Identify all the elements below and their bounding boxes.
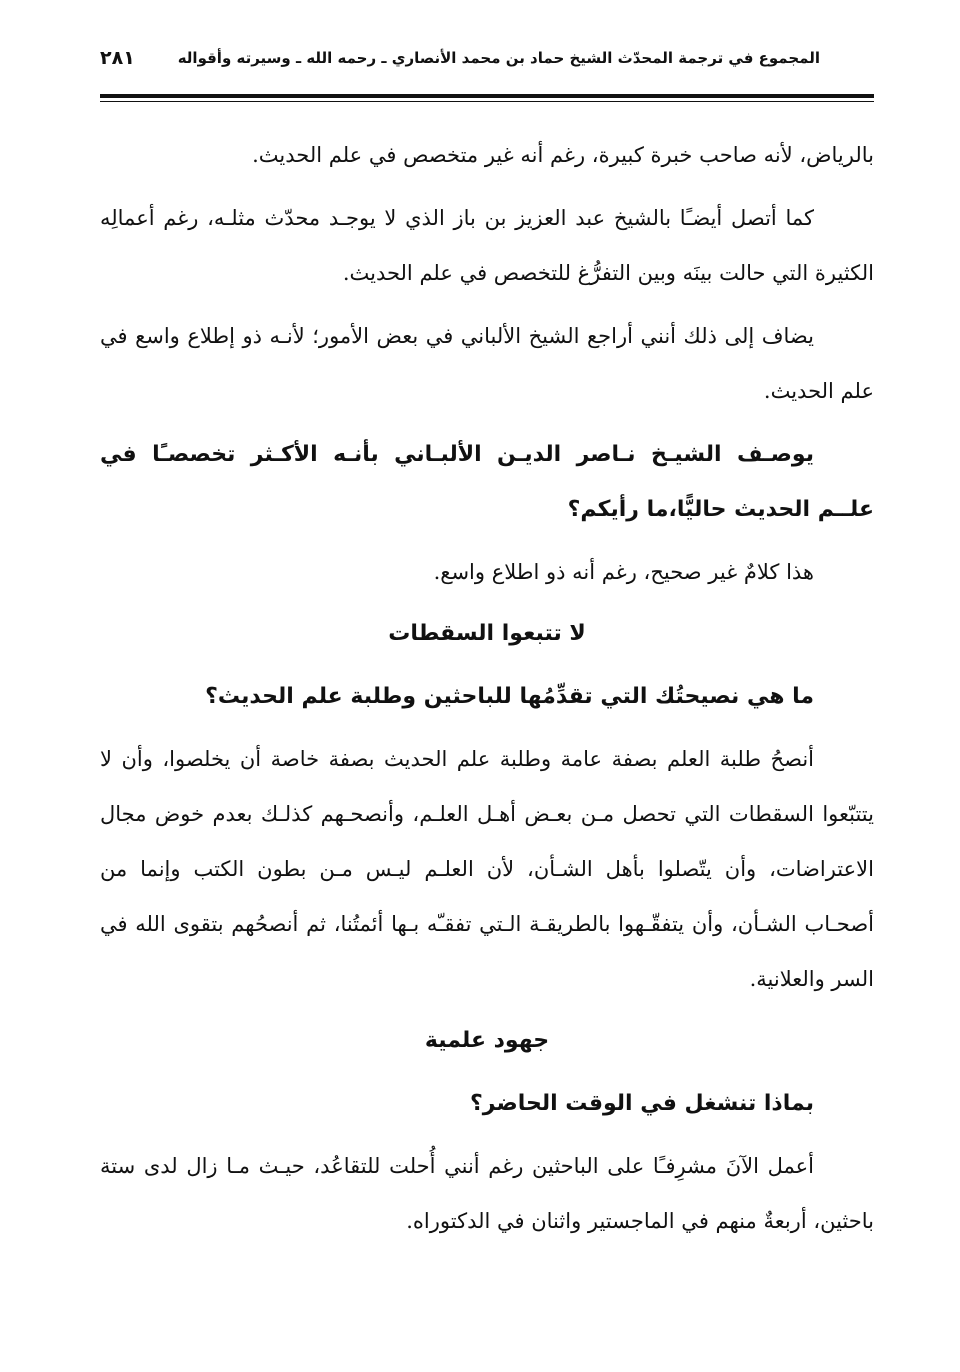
paragraph-continuation: بالرياض، لأنه صاحب خبرة كبيرة، رغم أنه غير متخصص في علم الحديث. — [252, 143, 874, 167]
running-title: المجموع في ترجمة المحدّث الشيخ حماد بن محمد الأنصاري ـ رحمه الله ـ وسيرته وأقواله — [177, 49, 820, 67]
section-heading-scholarly-efforts: جهود علمية — [424, 1028, 550, 1053]
answer-current-work: أعمل الآنَ مشرِفـًا على الباحثين رغم أنني أُحلت للتقاعُد، حيـث مـا زال لدى ستة باحثين، أربعةٌ منهم في الماجستير واثنان في الدكتوراه. — [100, 1154, 874, 1233]
page-number: ٢٨١ — [100, 47, 135, 69]
header-rule-thick — [100, 94, 874, 98]
answer-advice: أنصحُ طلبة العلم بصفة عامة وطلبة علم الحديث بصفة خاصة أن يخلصوا، وأن لا يتتبّعوا السقطات التي تحصل مـن بعـض أهـل العلـم، وأنصحـهم كذلـك بعدم خوض مجال الاعتراضات، وأن يتّصلوا بأهل الشـأن، لأن العلـم ليـس مـن بطون الكتب وإنما من أصحـاب الشـأن، وأن يتفقّـهوا بالطريقـة الـتي تفقـّه بـها أئمتُنا، ثم أنصحُهم بتقوى الله في السر والعلانية. — [100, 747, 874, 991]
section-heading-dont-follow-lapses: لا تتبعوا السقطات — [388, 621, 586, 646]
paragraph-ibn-baz: كما أتصل أيضـًا بالشيخ عبد العزيز بن باز الذي لا يوجـد محدّث مثلـه، رغم أعمالِه الكثيرة التي حالت بينَه وبين التفرُّغ للتخصص في علم الحديث. — [100, 206, 874, 285]
page-body — [100, 128, 874, 1255]
paragraph-albani: يضاف إلى ذلك أنني أراجع الشيخ الألباني في بعض الأمور؛ لأنـه ذو إطلاع واسع في علم الحديث. — [100, 324, 874, 403]
header-rule-thin — [100, 101, 874, 102]
question-albani-specialization: يوصـف الشيـخ نـاصر الديـن الألبـاني بأنـه الأكـثر تخصصـًا في علــم الحديث حاليًّا،ما رأيكم؟ — [100, 442, 874, 522]
question-advice: ما هي نصيحتُك التي تقدِّمُها للباحثين وطلبة علم الحديث؟ — [205, 684, 814, 709]
question-current-work: بماذا تنشغل في الوقت الحاضر؟ — [470, 1091, 814, 1116]
answer-albani-specialization: هذا كلامٌ غير صحيح، رغم أنه ذو اطلاع واسع. — [433, 560, 814, 584]
running-header — [100, 40, 820, 76]
